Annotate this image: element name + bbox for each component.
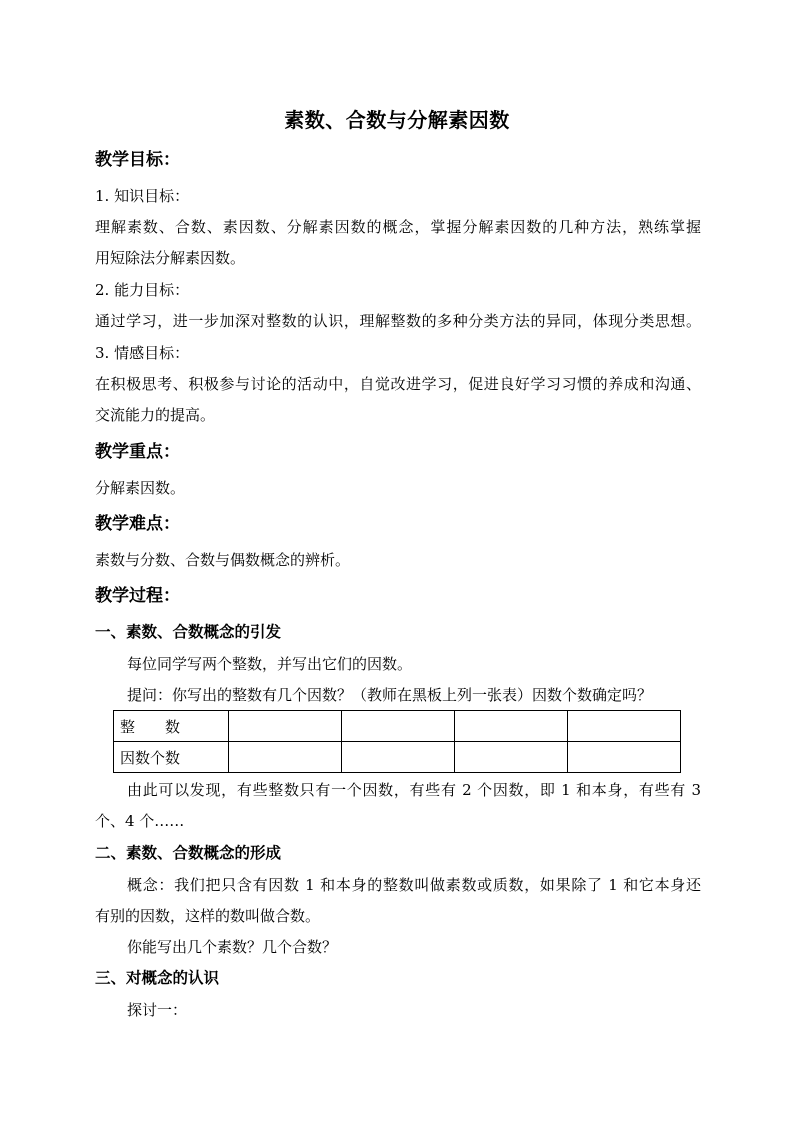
section2-heading: 二、素数、合数概念的形成	[95, 843, 282, 862]
section3-heading: 三、对概念的认识	[95, 968, 220, 987]
table-cell	[455, 711, 568, 742]
emotion-goal-line1: 在积极思考、积极参与讨论的活动中，自觉改进学习，促进良好学习习惯的养成和沟通、	[95, 375, 701, 393]
table-cell	[229, 742, 342, 773]
table-row-label-factor-count: 因数个数	[114, 742, 229, 773]
section1-paragraph3-line2: 个、4 个……	[95, 812, 185, 830]
knowledge-goal-line1: 理解素数、合数、素因数、分解素因数的概念，掌握分解素因数的几种方法，熟练掌握	[95, 218, 701, 236]
table-cell	[455, 742, 568, 773]
ability-goal-label: 2. 能力目标：	[95, 281, 190, 299]
section2-paragraph1-line1: 概念：我们把只含有因数 1 和本身的整数叫做素数或质数，如果除了 1 和它本身还	[127, 876, 701, 894]
process-heading: 教学过程：	[95, 586, 180, 606]
section2-paragraph2: 你能写出几个素数？几个合数？	[127, 938, 338, 956]
section1-paragraph3-line1: 由此可以发现，有些整数只有一个因数，有些有 2 个因数，即 1 和本身，有些有 3	[127, 781, 701, 799]
table-cell	[229, 711, 342, 742]
section2-paragraph1-line2: 有别的因数，这样的数叫做合数。	[95, 907, 321, 925]
difficulty-heading: 教学难点：	[95, 514, 180, 534]
key-point-text: 分解素因数。	[95, 479, 186, 497]
factor-count-table	[113, 710, 681, 773]
page-title: 素数、合数与分解素因数	[284, 108, 510, 132]
table-cell	[342, 711, 455, 742]
emotion-goal-label: 3. 情感目标：	[95, 344, 190, 362]
section1-paragraph1: 每位同学写两个整数，并写出它们的因数。	[127, 655, 413, 673]
section1-paragraph2: 提问：你写出的整数有几个因数？（教师在黑板上列一张表）因数个数确定吗？	[127, 686, 653, 704]
table-row	[114, 711, 681, 742]
knowledge-goal-label: 1. 知识目标：	[95, 187, 190, 205]
section1-heading: 一、素数、合数概念的引发	[95, 622, 282, 641]
section3-paragraph1: 探讨一：	[127, 1001, 188, 1019]
table-cell	[568, 742, 681, 773]
knowledge-goal-line2: 用短除法分解素因数。	[95, 249, 246, 267]
key-point-heading: 教学重点：	[95, 442, 180, 462]
difficulty-text: 素数与分数、合数与偶数概念的辨析。	[95, 551, 351, 569]
table-cell	[568, 711, 681, 742]
goals-heading: 教学目标：	[95, 150, 180, 170]
table-cell	[342, 742, 455, 773]
table-row	[114, 742, 681, 773]
emotion-goal-line2: 交流能力的提高。	[95, 406, 216, 424]
ability-goal-line1: 通过学习，进一步加深对整数的认识，理解整数的多种分类方法的异同，体现分类思想。	[95, 312, 701, 330]
table-row-label-integer: 整 数	[114, 711, 229, 742]
